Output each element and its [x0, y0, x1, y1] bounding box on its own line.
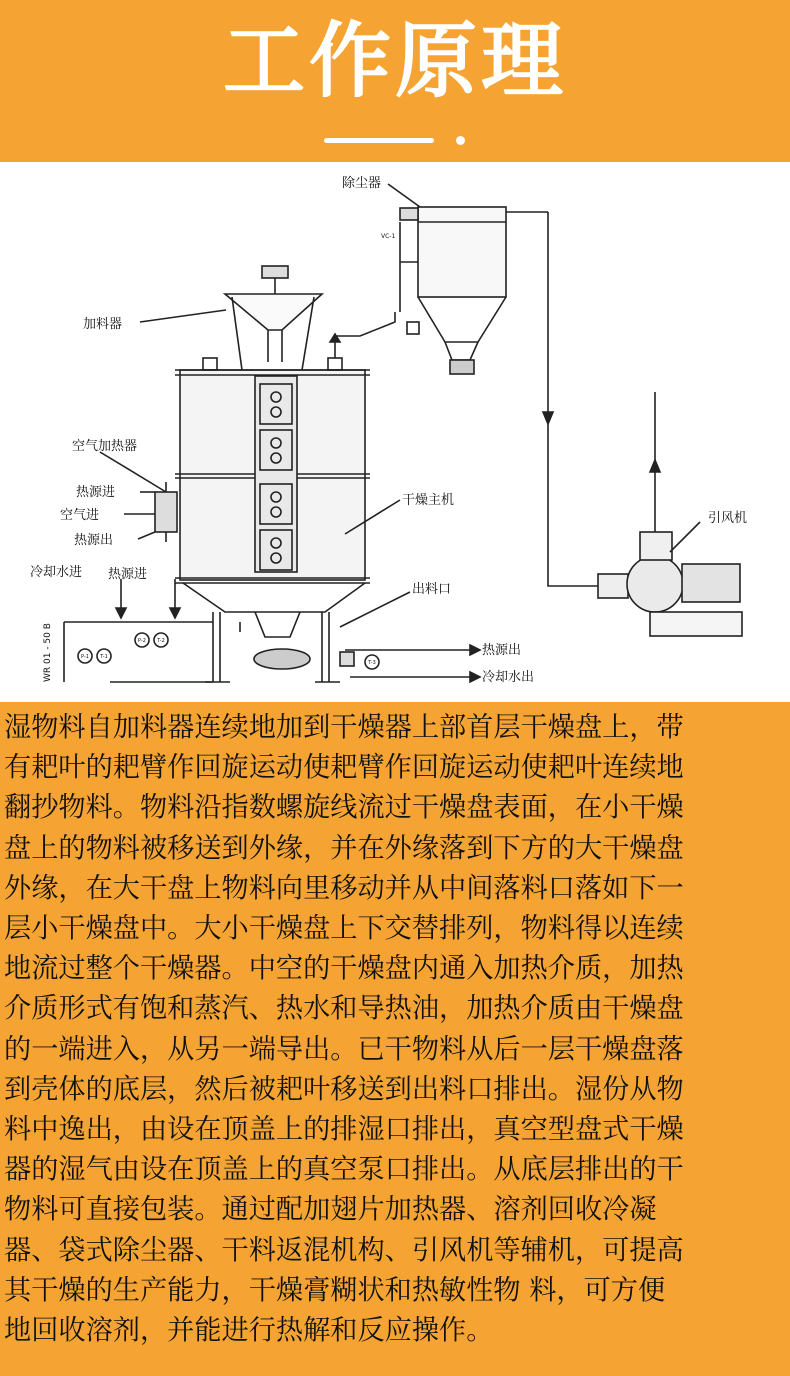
description-line: 盘上的物料被移送到外缘，并在外缘落到下方的大干燥盘 [4, 832, 684, 864]
instrument-p1: P-1 [81, 654, 89, 660]
instrument-t3: T-3 [368, 660, 376, 666]
label-feeder: 加料器 [83, 317, 123, 332]
label-valve: VC-1 [381, 233, 396, 240]
description-line: 到壳体的底层，然后被耙叶移送到出料口排出。湿份从物 [4, 1073, 684, 1105]
description-line: 外缘，在大干盘上物料向里移动并从中间落料口落如下一 [4, 872, 684, 904]
label-heat-in-2: 热源进 [108, 567, 148, 582]
description-line: 湿物料自加料器连续地加到干燥器上部首层干燥盘上，带 [4, 712, 684, 743]
label-heat-out-2: 热源出 [482, 643, 522, 658]
description-line: 物料可直接包装。通过配加翅片加热器、溶剂回收冷凝 [4, 1194, 657, 1226]
description-line: 层小干燥盘中。大小干燥盘上下交替排列，物料得以连续 [4, 913, 684, 945]
label-dryer-main: 干燥主机 [402, 493, 455, 508]
label-outlet: 出料口 [412, 582, 452, 597]
process-diagram-svg [0, 162, 790, 702]
label-heat-in-1: 热源进 [76, 485, 116, 500]
description-line: 的一端进入，从另一端导出。已干物料从后一层干燥盘落 [4, 1033, 684, 1065]
description-text [4, 708, 788, 1351]
label-dust-collector: 除尘器 [342, 176, 382, 191]
label-fan: 引风机 [708, 511, 748, 526]
description-line: 翻抄物料。物料沿指数螺旋线流过干燥盘表面，在小干燥 [4, 792, 684, 824]
title-underline [324, 138, 434, 143]
description-line: 料中逸出，由设在顶盖上的排湿口排出，真空型盘式干燥 [4, 1114, 684, 1146]
label-air-in: 空气进 [60, 508, 100, 523]
dryer-process-diagram [0, 162, 790, 702]
label-air-heater: 空气加热器 [72, 439, 138, 454]
description-line: 器、袋式除尘器、干料返混机构、引风机等辅机，可提高 [4, 1234, 684, 1266]
instrument-p2: P-2 [138, 638, 146, 644]
description-line: 器的湿气由设在顶盖上的真空泵口排出。从底层排出的干 [4, 1154, 684, 1186]
label-heat-out-1: 热源出 [74, 533, 114, 548]
description-line: 地回收溶剂，并能进行热解和反应操作。 [4, 1315, 494, 1347]
description-line: 其干燥的生产能力，干燥膏糊状和热敏性物 料，可方便 [4, 1274, 666, 1306]
instrument-t1: T-1 [100, 654, 108, 660]
header-banner [0, 0, 790, 162]
label-model-code: WR 01 - 50 B [43, 623, 53, 682]
instrument-t2: T-2 [157, 638, 165, 644]
label-coolant-out: 冷却水出 [482, 670, 535, 685]
description-line: 介质形式有饱和蒸汽、热水和导热油，加热介质由干燥盘 [4, 993, 684, 1025]
title-dot [456, 136, 465, 145]
description-line: 有耙叶的耙臂作回旋运动使耙臂作回旋运动使耙叶连续地 [4, 752, 684, 784]
description-panel [0, 702, 790, 1376]
page-title: 工作原理 [222, 14, 567, 109]
label-coolant-in: 冷却水进 [30, 565, 83, 580]
description-line: 地流过整个干燥器。中空的干燥盘内通入加热介质，加热 [4, 953, 684, 985]
